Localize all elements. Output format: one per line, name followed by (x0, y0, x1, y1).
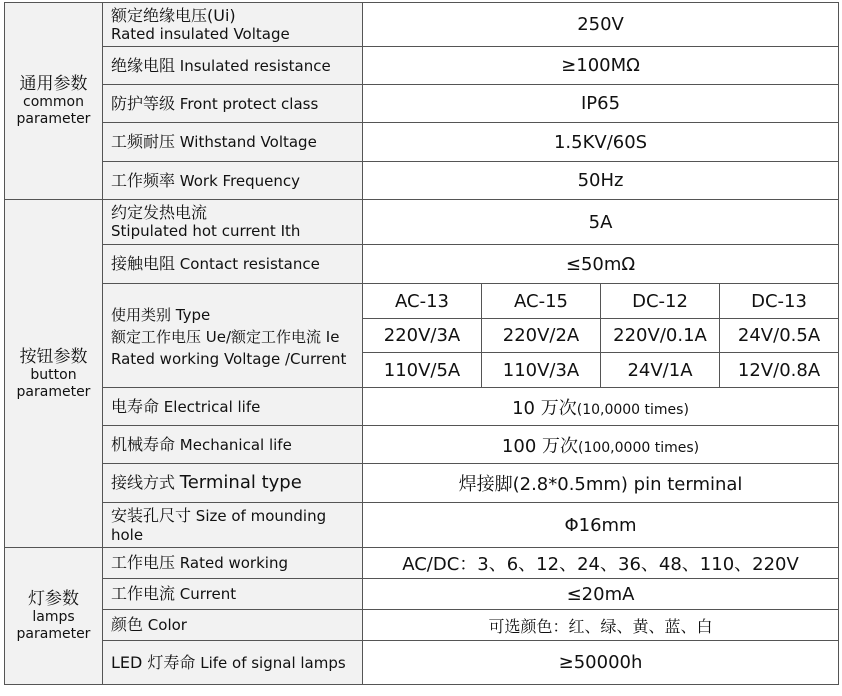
param-label (103, 426, 363, 464)
param-label (103, 610, 363, 641)
row-elec-life (5, 388, 839, 426)
row-contact-res (5, 245, 839, 284)
param-label-en: Color (147, 616, 187, 634)
param-label-en: Mechanical life (179, 435, 292, 454)
param-label (103, 464, 363, 503)
param-label (103, 548, 363, 579)
usage-cell: 24V/0.5A (720, 319, 839, 353)
param-label-en: Electrical life (163, 397, 261, 416)
param-label-zh: 工作频率 (111, 170, 176, 190)
param-label-zh: 机械寿命 (111, 434, 176, 454)
param-label-zh: 电寿命 (111, 396, 160, 416)
param-label (103, 579, 363, 610)
param-label-en: Current (179, 585, 237, 603)
group-label-en: common (23, 94, 84, 110)
group-label-en: button (30, 366, 77, 383)
param-value-main: 100 万次 (501, 435, 578, 457)
param-label-en: Size of mounding hole (111, 506, 327, 544)
row-mech-life (5, 426, 839, 464)
param-value: 焊接脚(2.8*0.5mm) pin terminal (363, 464, 839, 503)
usage-header: DC-13 (720, 284, 839, 319)
param-label-zh: 工作电压 (111, 553, 176, 572)
param-value: ≤50mΩ (363, 245, 839, 284)
param-label-zh: 防护等级 (111, 93, 176, 113)
param-value: 50Hz (363, 162, 839, 200)
param-label-zh: 额定工作电压 Ue/额定工作电流 Ie (111, 327, 340, 346)
group-label-en: parameter (16, 626, 91, 642)
param-value: 可选颜色：红、绿、黄、蓝、白 (363, 610, 839, 641)
group-label-zh: 通用参数 (19, 74, 88, 94)
param-label-en: Type (175, 305, 211, 324)
param-value-main: 10 万次 (512, 397, 577, 419)
param-label-en: Front protect class (179, 94, 319, 113)
param-value: Φ16mm (363, 503, 839, 548)
param-label (103, 641, 363, 685)
param-label (103, 123, 363, 162)
row-rated-insulated (5, 3, 839, 47)
usage-cell: 220V/0.1A (601, 319, 720, 353)
usage-header: DC-12 (601, 284, 720, 319)
group-button (5, 200, 103, 548)
row-withstand (5, 123, 839, 162)
usage-cell: 220V/2A (482, 319, 601, 353)
param-value (363, 388, 839, 426)
param-label-en: Rated working Voltage /Current (111, 349, 347, 368)
param-label-zh: 工频耐压 (111, 132, 176, 151)
param-value: AC/DC：3、6、12、24、36、48、110、220V (363, 548, 839, 579)
row-protect-class (5, 85, 839, 123)
param-label (103, 85, 363, 123)
row-lamp-current (5, 579, 839, 610)
param-value-sub: (10,0000 times) (576, 401, 689, 418)
usage-cell: 220V/3A (363, 319, 482, 353)
param-value: 250V (363, 3, 839, 47)
row-hot-current (5, 200, 839, 245)
param-label-en: Stipulated hot current Ith (111, 222, 301, 240)
param-label-en: Insulated resistance (179, 56, 331, 75)
usage-cell: 24V/1A (601, 353, 720, 388)
row-led-life (5, 641, 839, 685)
param-value: ≥50000h (363, 641, 839, 685)
param-label (103, 284, 363, 388)
param-label (103, 3, 363, 47)
param-label-en: Rated insulated Voltage (111, 24, 290, 43)
param-label (103, 245, 363, 284)
param-value-sub: (100,0000 times) (578, 439, 700, 456)
param-value (363, 426, 839, 464)
param-label-zh: 绝缘电阻 (111, 55, 176, 75)
row-insulation-res (5, 47, 839, 85)
row-mount-hole (5, 503, 839, 548)
param-value: 1.5KV/60S (363, 123, 839, 162)
group-label-zh: 灯参数 (28, 589, 79, 609)
param-label-zh: 颜色 (111, 615, 144, 634)
param-label-zh: 额定绝缘电压(Ui) (111, 5, 236, 25)
usage-cell: 12V/0.8A (720, 353, 839, 388)
param-label (103, 388, 363, 426)
usage-cell: 110V/3A (482, 353, 601, 388)
group-lamps (5, 548, 103, 685)
param-label-zh: 使用类别 (111, 305, 172, 324)
group-common (5, 3, 103, 200)
group-label-en: lamps (32, 609, 75, 625)
group-label-en: parameter (16, 383, 91, 400)
param-label (103, 503, 363, 548)
param-label-en: Withstand Voltage (179, 133, 317, 151)
row-frequency (5, 162, 839, 200)
param-label-zh: 工作电流 (111, 584, 176, 603)
param-label-zh: 接线方式 (111, 473, 176, 492)
usage-header: AC-15 (482, 284, 601, 319)
param-value: 5A (363, 200, 839, 245)
param-label-zh: 接触电阻 (111, 254, 176, 273)
param-value: IP65 (363, 85, 839, 123)
param-value: ≤20mA (363, 579, 839, 610)
param-label-en: Rated working (179, 554, 288, 572)
param-label-en: Work Frequency (179, 171, 301, 190)
row-lamp-voltage (5, 548, 839, 579)
param-label (103, 47, 363, 85)
param-label-en: Terminal type (179, 472, 302, 493)
param-label-en: Life of signal lamps (200, 653, 346, 672)
param-label-zh: 安装孔尺寸 (111, 505, 192, 525)
row-usage-type (5, 284, 839, 319)
row-color (5, 610, 839, 641)
group-label-en: parameter (16, 111, 91, 127)
row-terminal (5, 464, 839, 503)
param-value: ≥100MΩ (363, 47, 839, 85)
spec-table (4, 2, 839, 685)
param-label-zh: LED 灯寿命 (111, 652, 196, 672)
param-label-zh: 约定发热电流 (111, 203, 208, 222)
usage-header: AC-13 (363, 284, 482, 319)
group-label-zh: 按钮参数 (19, 346, 88, 367)
param-label (103, 200, 363, 245)
usage-cell: 110V/5A (363, 353, 482, 388)
param-label (103, 162, 363, 200)
param-label-en: Contact resistance (179, 255, 320, 273)
